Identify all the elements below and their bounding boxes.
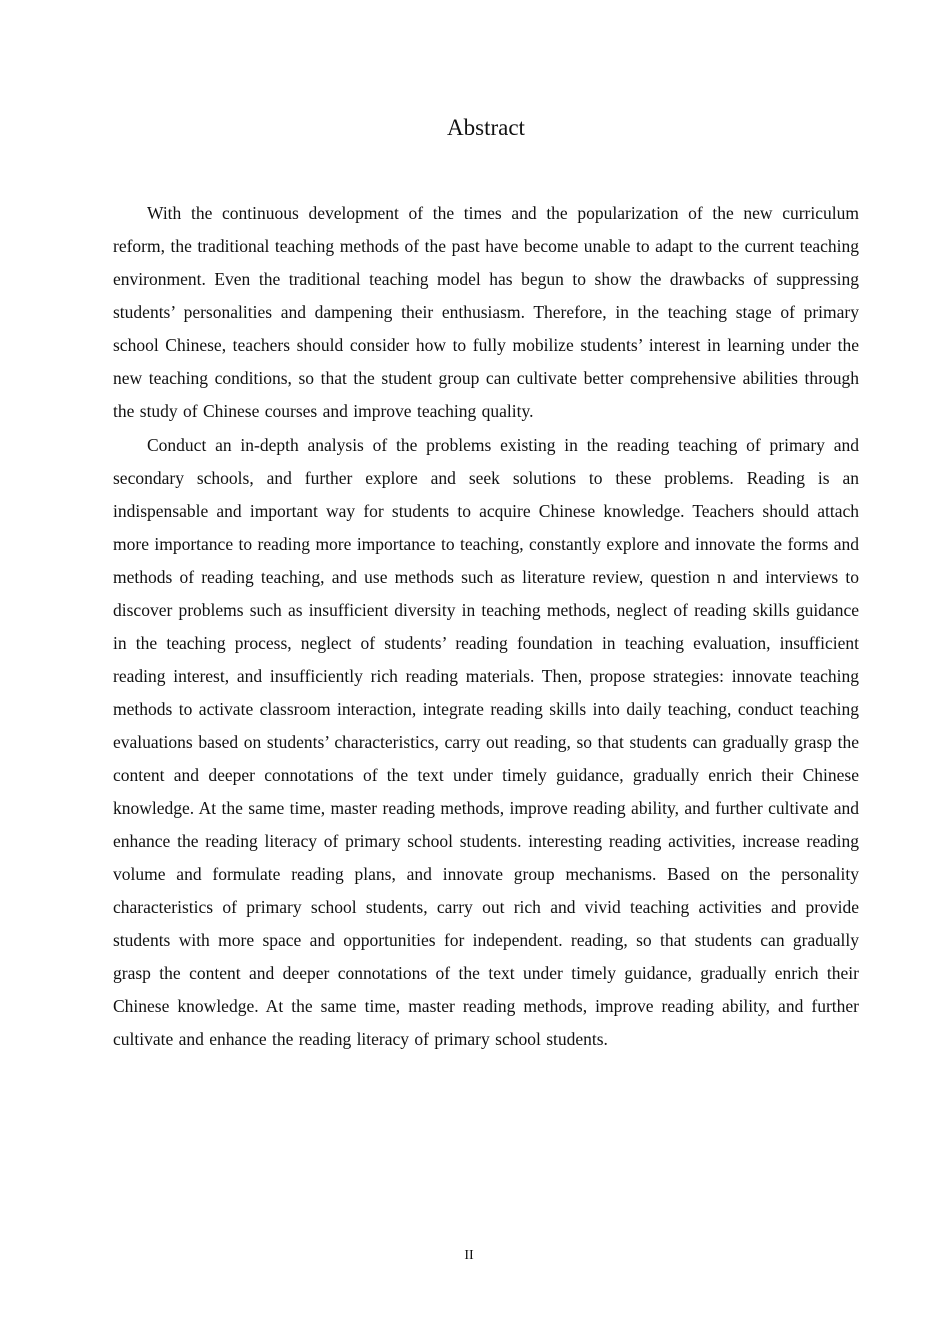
abstract-body — [113, 197, 859, 1057]
paragraph: With the continuous development of the times and the popularization of the new curriculum reform, the traditional teaching methods of the past have become unable to adapt to the current teaching environment. Even the traditional teaching model has begun to show the drawbacks of suppressing students’ personalities and dampening their enthusiasm. Therefore, in the teaching stage of primary school Chinese, teachers should consider how to fully mobilize students’ interest in learning under the new teaching conditions, so that the student group can cultivate better comprehensive abilities through the study of Chinese courses and improve teaching quality. — [113, 203, 859, 421]
paragraph: Conduct an in-depth analysis of the problems existing in the reading teaching of primary and secondary schools, and further explore and seek solutions to these problems. Reading is an indispensable and important way for students to acquire Chinese knowledge. Teachers should attach more importance to reading more importance to teaching, constantly explore and innovate the forms and methods of reading teaching, and use methods such as literature review, question n and interviews to discover problems such as insufficient diversity in teaching methods, neglect of reading skills guidance in the teaching process, neglect of students’ reading foundation in teaching evaluation, insufficient reading interest, and insufficiently rich reading materials. Then, propose strategies: innovate teaching methods to activate classroom interaction, integrate reading skills into daily teaching, conduct teaching evaluations based on students’ characteristics, carry out reading, so that students can gradually grasp the content and deeper connotations of the text under timely guidance, gradually enrich their Chinese knowledge. At the same time, master reading methods, improve reading ability, and further cultivate and enhance the reading literacy of primary school students. interesting reading activities, increase reading volume and formulate reading plans, and innovate group mechanisms. Based on the personality characteristics of primary school students, carry out rich and vivid teaching activities and provide students with more space and opportunities for independent. reading, so that students can gradually grasp the content and deeper connotations of the text under timely guidance, gradually enrich their Chinese knowledge. At the same time, master reading methods, improve reading ability, and further cultivate and enhance the reading literacy of primary school students. — [113, 435, 859, 1049]
page-number: II — [464, 1248, 474, 1263]
page-title: Abstract — [447, 115, 525, 140]
